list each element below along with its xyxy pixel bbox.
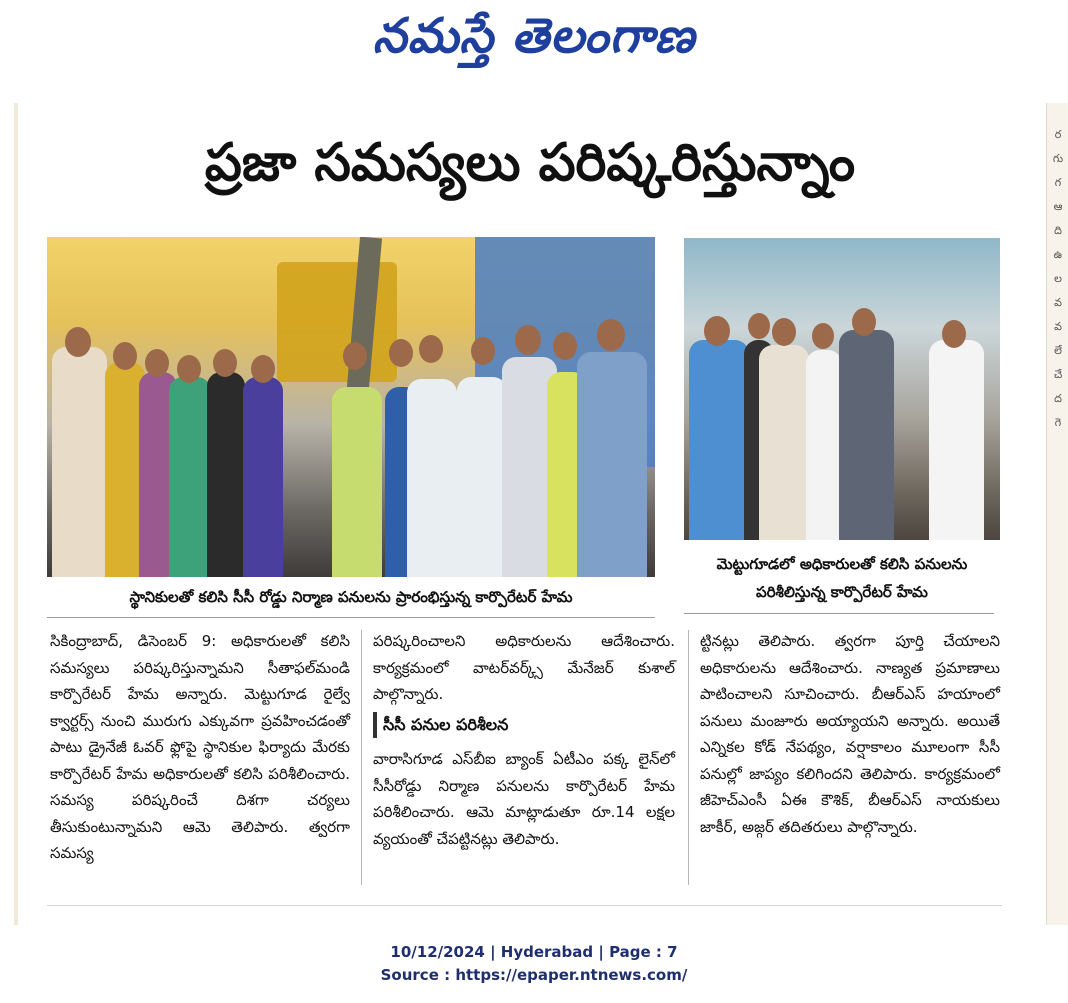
column-separator (361, 630, 362, 885)
photo-main-caption: స్థానికులతో కలిసి సీసీ రోడ్డు నిర్మాణ పనులను ప్రారంభిస్తున్న కార్పొరేటర్ హేమ (129, 588, 573, 606)
caption-divider (684, 613, 994, 614)
article-column-1: సికింద్రాబాద్, డిసెంబర్ 9: అధికారులతో కలిసి సమస్యలు పరిష్కరిస్తున్నామని సీతాఫల్‌మండి కార్పొరేటర్ హేమ అన్నారు. మెట్టుగూడ రైల్వే క్వార్టర్స్ నుంచి మురుగు ఎక్కువగా ప్రవహించడంతో పాటు డ్రైనేజీ ఓవర్ ఫ్లోపై స్థానికుల ఫిర్యాదు మేరకు కార్పొరేటర్ హేమ అధికారులతో కలిసి పరిశీలించారు. సమస్య పరిష్కరించే దిశగా చర్యలు తీసుకుంటున్నామని ఆమె తెలిపారు. త్వరగా సమస్య (50, 632, 350, 862)
article-photo-secondary (684, 238, 1000, 540)
photo-secondary-caption: మెట్టుగూడలో అధికారులతో కలిసి పనులను పరిశీలిస్తున్న కార్పొరేటర్ హేమ (716, 555, 968, 601)
caption-divider (47, 617, 655, 618)
article-column-2-text-a: పరిష్కరించాలని అధికారులను ఆదేశించారు. కార్యక్రమంలో వాటర్‌వర్క్స్ మేనేజర్ కుశాల్ పాల్గొన్నారు. (373, 632, 675, 703)
article-photo-main (47, 237, 655, 577)
article-headline: ప్రజా సమస్యలు పరిష్కరిస్తున్నాం (204, 133, 856, 193)
newspaper-logo: నమస్తే తెలంగాణ (372, 8, 696, 64)
masthead (0, 0, 1068, 80)
article-subheading: సీసీ పనుల పరిశీలన (373, 712, 508, 739)
article-column-2-text-b: వారాసిగూడ ఎస్‌బీఐ బ్యాంక్ ఏటీఎం పక్క లైన్‌లో సీసీరోడ్డు నిర్మాణ పనులను కార్పొరేటర్ హేమ పరిశీలించారు. ఆమె మాట్లాడుతూ రూ.14 లక్షల వ్యయంతో చేపట్టినట్లు తెలిపారు. (373, 750, 675, 848)
bottom-border (47, 905, 1002, 906)
article-column-3: ట్టినట్లు తెలిపారు. త్వరగా పూర్తి చేయాలని అధికారులను ఆదేశించారు. నాణ్యత ప్రమాణాలు పాటించాలని సూచించారు. బీఆర్ఎస్ హయాంలో పనులు మంజూరు అయ్యాయని అన్నారు. అయితే ఎన్నికల కోడ్ నేపథ్యం, వర్షాకాలం మూలంగా సీసీ పనుల్లో జాప్యం కలిగిందని తెలిపారు. కార్యక్రమంలో జీహెచ్ఎంసీ ఏఈ కౌశిక్, బీఆర్ఎస్ నాయకులు జాకీర్, అజ్గర్ తదితరులు పాల్గొన్నారు. (700, 632, 1000, 836)
article-column-2 (373, 628, 675, 852)
adjacent-column-strip: ర గు గ ఆ ది ఉ ల వ వ లే చే ద గె (1046, 103, 1068, 925)
column-separator (688, 630, 689, 885)
edition-info: 10/12/2024 | Hyderabad | Page : 7 (390, 943, 678, 961)
source-link[interactable]: Source : https://epaper.ntnews.com/ (380, 966, 688, 984)
